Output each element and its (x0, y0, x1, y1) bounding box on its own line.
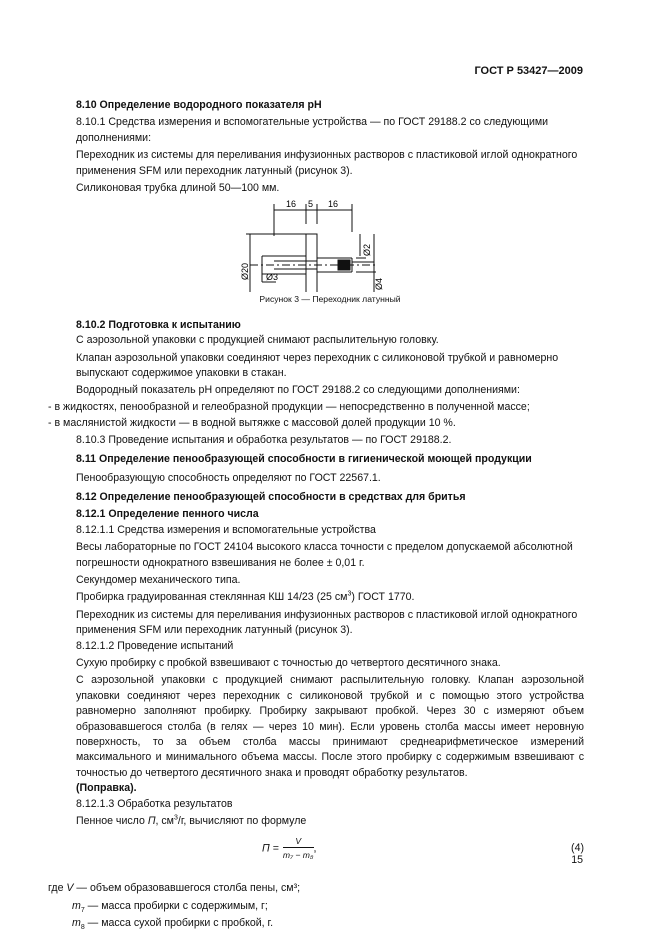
equation-number: (4) (571, 842, 584, 855)
formula (262, 835, 317, 862)
section-heading-8-12-1: 8.12.1 Определение пенного числа (76, 508, 259, 521)
dim-5: 5 (308, 199, 314, 210)
formula-numerator: V (283, 835, 314, 848)
dim-16b: 16 (328, 199, 339, 210)
paragraph: Клапан аэрозольной упаковки соединяют через переходник с силиконовой трубкой и равномерно выпускают содержимое упаковки в стакан. (76, 351, 559, 380)
definition-line (72, 899, 584, 914)
definition-line (48, 881, 584, 896)
text: — масса пробирки с содержимым, г; (84, 899, 268, 912)
page-number: 15 (571, 854, 583, 866)
section-heading-8-10: 8.10 Определение водородного показателя pH (76, 99, 322, 111)
text: — объем образовавшегося столба пены, см³; (73, 882, 301, 895)
figure-caption: Рисунок 3 — Переходник латунный (259, 294, 401, 305)
paragraph: Силиконовая трубка длиной 50—100 мм. (76, 182, 280, 195)
formula-lhs: П = (262, 842, 279, 855)
formula-fraction (283, 835, 314, 862)
paragraph: Весы лабораторные по ГОСТ 24104 высокого класса точности с пределом допускаемой абсолютной погрешности однократного взвешивания не более ± 0,01 г. (76, 541, 573, 569)
document-body (48, 96, 584, 932)
section-heading-8-11: 8.11 Определение пенообразующей способности в гигиенической моющей продукции (76, 453, 532, 466)
list-item: - в жидкостях, пенообразной и гелеобразной продукции — непосредственно в полученной массе; (48, 400, 530, 413)
dim-d2: Ø2 (362, 244, 372, 257)
formula-row (76, 835, 584, 877)
section-heading-8-12: 8.12 Определение пенообразующей способности в средствах для бритья (76, 490, 466, 503)
dim-d20: Ø20 (240, 263, 250, 281)
text: Пенное число (76, 815, 148, 828)
paragraph: 8.12.1.3 Обработка результатов (76, 797, 233, 810)
variable: П (147, 815, 156, 828)
section-heading-8-10-2: 8.10.2 Подготовка к испытанию (76, 318, 241, 331)
dim-16a: 16 (286, 199, 297, 210)
figure-adapter-drawing (76, 196, 584, 292)
document-header: ГОСТ Р 53427—2009 (474, 65, 583, 77)
brass-adapter-drawing (76, 196, 584, 292)
paragraph: Сухую пробирку с пробкой взвешивают с точностью до четвертого десятичного знака. (76, 656, 501, 669)
text: ) ГОСТ 1770. (351, 591, 415, 604)
text: 8.10.1 Средства измерения и вспомогательные устройства — по ГОСТ 29188.2 со следующими дополнениями: (76, 116, 549, 144)
text: — масса сухой пробирки с пробкой, г. (84, 917, 274, 930)
superscript: 3 (347, 590, 352, 598)
definition-line (72, 916, 584, 931)
paragraph: 8.10.3 Проведение испытания и обработка результатов — по ГОСТ 29188.2. (76, 433, 452, 446)
variable: m (72, 917, 81, 930)
paragraph: Переходник из системы для переливания инфузионных растворов с пластиковой иглой однократного применения SFM или переходник латунный (рисунок 3). (76, 149, 578, 177)
paragraph: Переходник из системы для переливания инфузионных растворов с пластиковой иглой однократного применения SFM или переходник латунный (рисунок 3). (76, 608, 578, 637)
paragraph (76, 115, 584, 146)
text: /г, вычисляют по формуле (177, 815, 307, 828)
superscript: 3 (173, 814, 178, 822)
paragraph: 8.12.1.2 Проведение испытаний (76, 639, 234, 652)
variable: V (66, 882, 74, 895)
text: где (48, 882, 67, 895)
subscript: 8 (80, 924, 85, 932)
paragraph: Водородный показатель pH определяют по ГОСТ 29188.2 со следующими дополнениями: (76, 384, 520, 397)
paragraph (76, 590, 584, 605)
paragraph: Пенообразующую способность определяют по ГОСТ 22567.1. (76, 471, 381, 484)
text: Пробирка градуированная стеклянная КШ 14/23 (25 см (76, 591, 348, 604)
paragraph: С аэрозольной упаковки с продукцией снимают распылительную головку. Клапан аэрозольной упаковки соединяют через переходник с силиконовой трубкой и с помощью этого устройства равномерно заполняют пробирку. Пробирку закрывают пробкой. Через 30 с измеряют объем образовавшегося столба (в гелях — через 10 мин). Если уровень столба массы имеет неровную поверхность, то за объем столба массы принимают среднеарифметическое измерений максимального и минимального объема массы. После этого пробирку с содержимым взвешивают с точностью до четвертого десятичного знака и проводят обработку результатов. (76, 674, 584, 779)
variable: m (72, 899, 81, 912)
paragraph: Секундомер механического типа. (76, 573, 241, 586)
paragraph: 8.12.1.1 Средства измерения и вспомогательные устройства (76, 523, 376, 536)
correction-note: (Поправка). (76, 782, 137, 795)
list-item: - в маслянистой жидкости — в водной вытяжке с массовой долей продукции 10 %. (48, 417, 456, 430)
formula-denominator: m₇ − m₈ (282, 850, 314, 861)
subscript: 7 (80, 906, 85, 914)
paragraph (76, 814, 584, 829)
formula-trail: , (313, 842, 317, 855)
dim-d3: Ø3 (266, 272, 279, 283)
paragraph: С аэрозольной упаковки с продукцией снимают распылительную головку. (76, 334, 439, 347)
text: , см (155, 815, 174, 828)
dim-d4: Ø4 (374, 278, 384, 291)
